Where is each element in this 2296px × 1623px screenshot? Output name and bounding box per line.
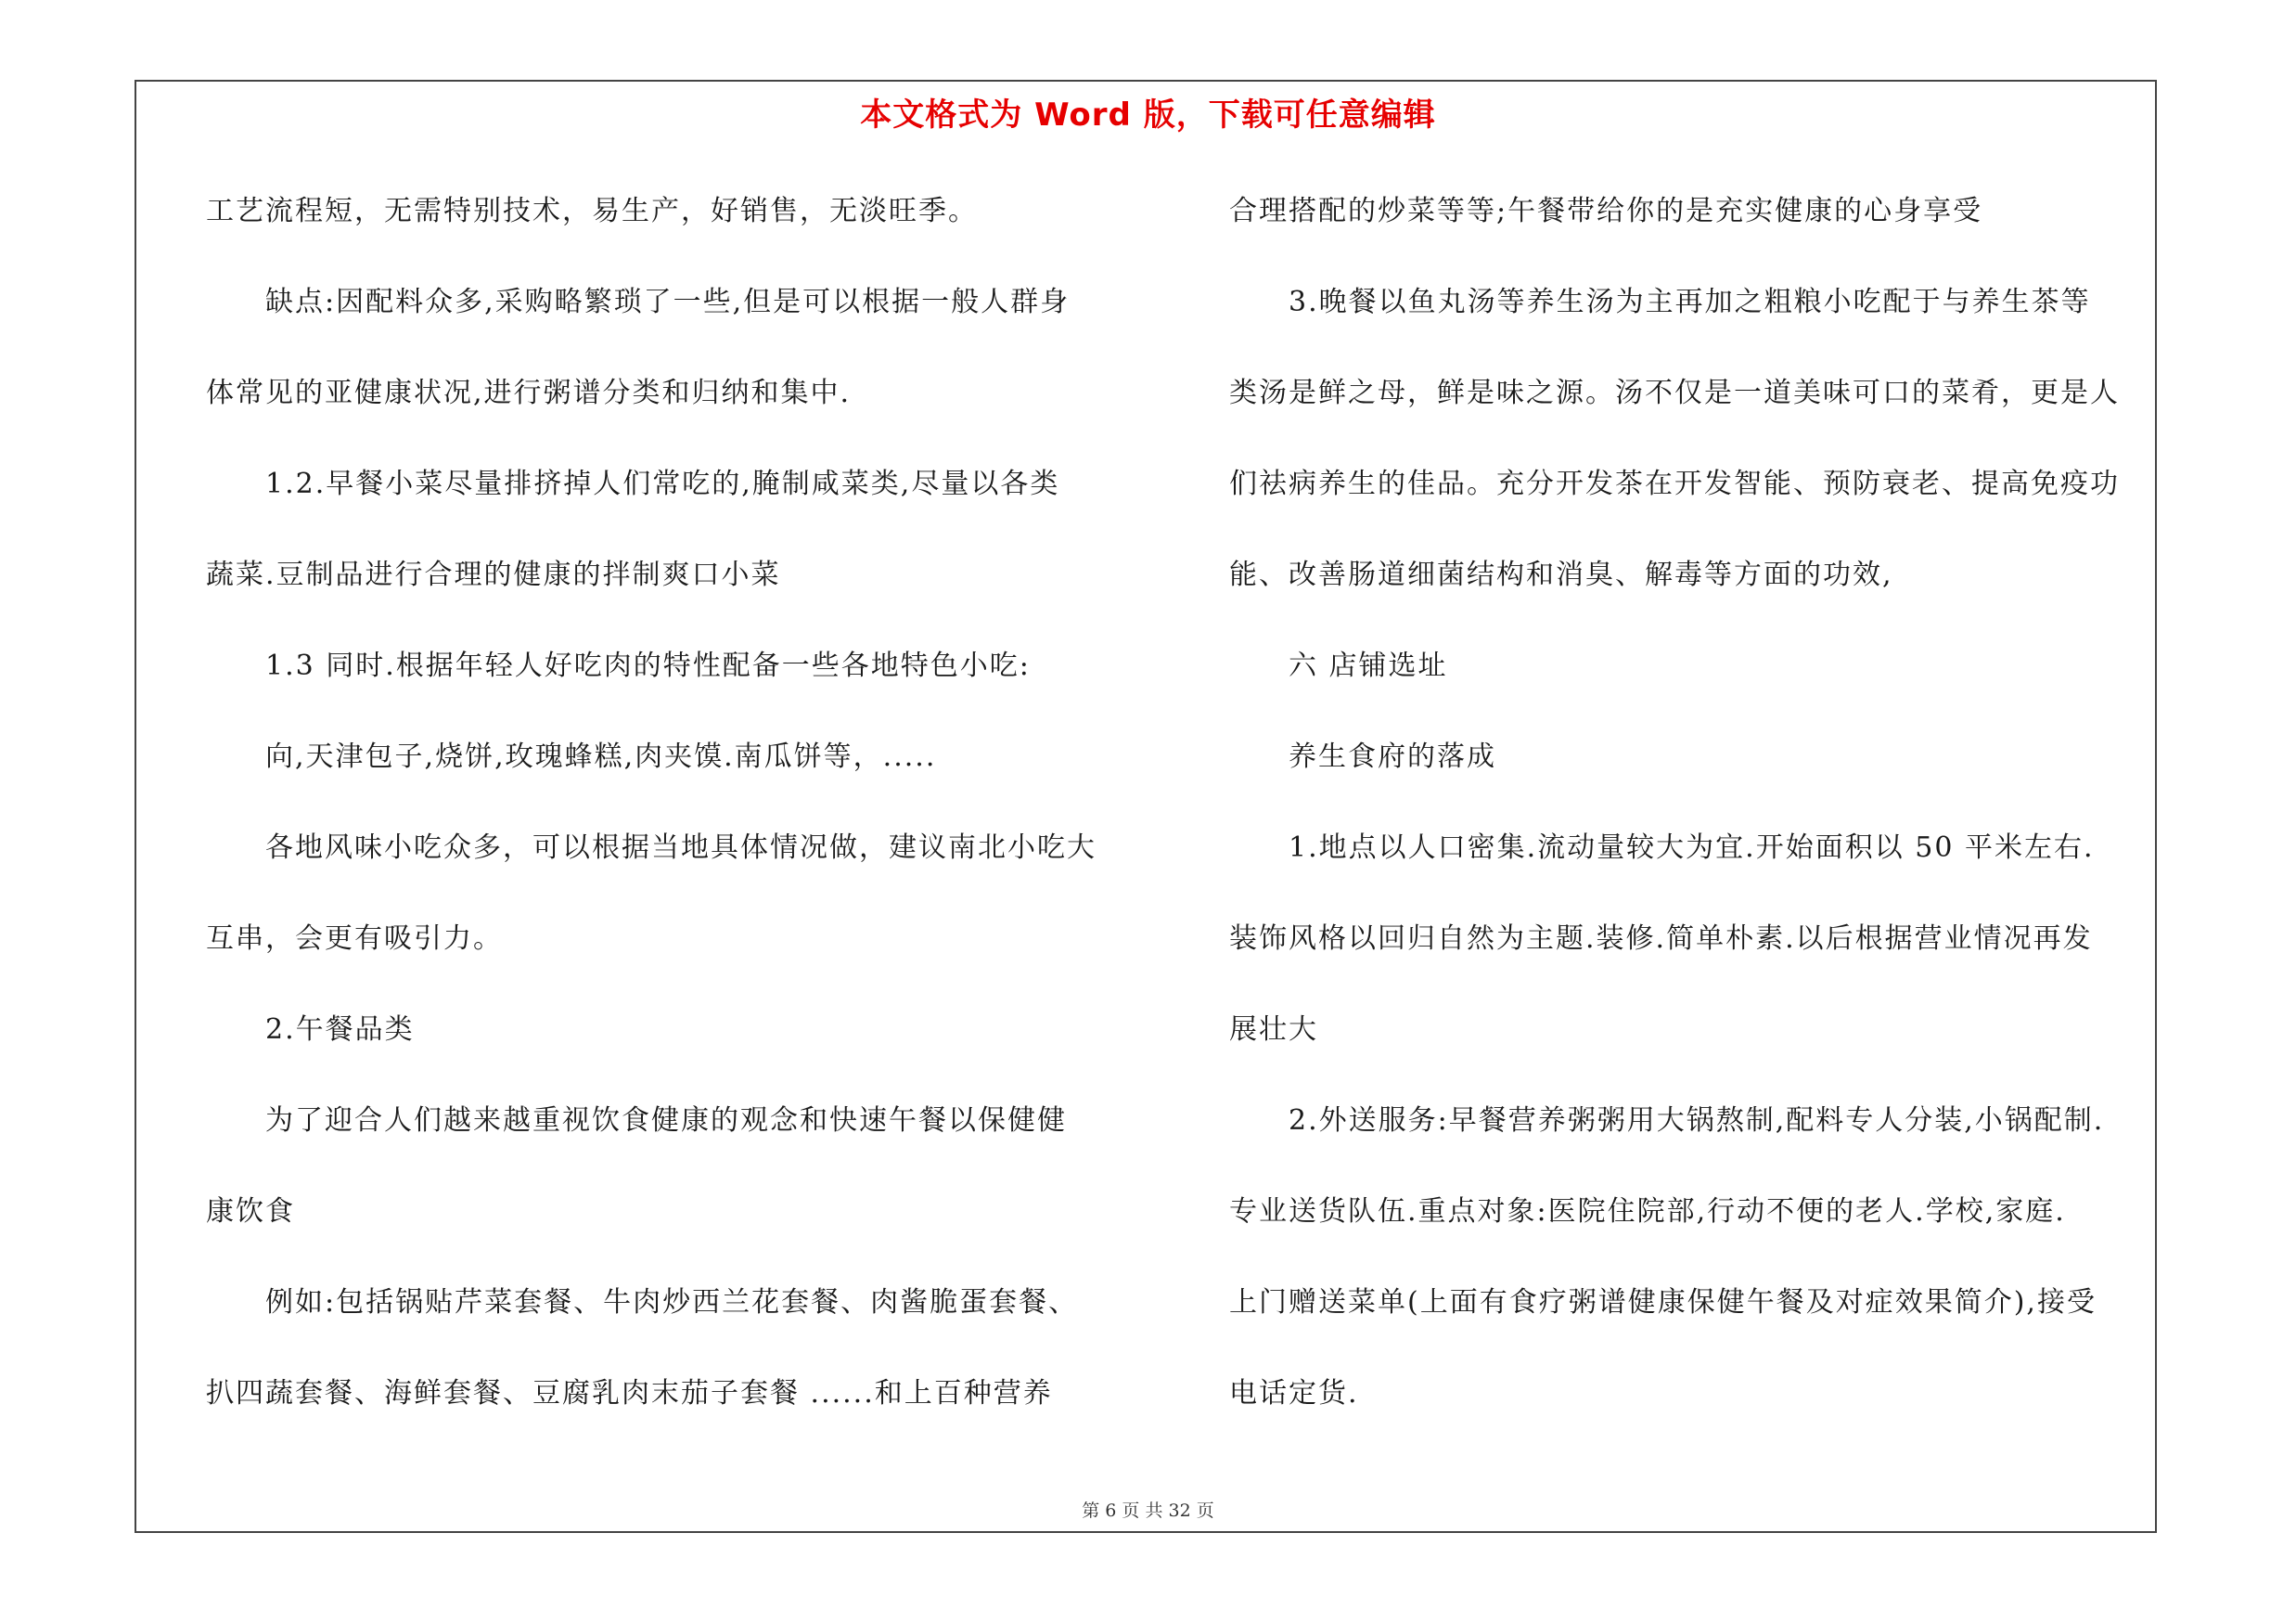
- paragraph-line: 养生食府的落成: [1289, 741, 1496, 773]
- section-heading: 2.午餐品类: [265, 1013, 415, 1046]
- paragraph-line: 电话定货.: [1229, 1377, 1359, 1410]
- paragraph-line: 3.晚餐以鱼丸汤等养生汤为主再加之粗粮小吃配于与养生茶等: [1289, 286, 2091, 318]
- paragraph-line: 缺点:因配料众多,采购略繁琐了一些,但是可以根据一般人群身: [265, 286, 1071, 318]
- paragraph-line: 扒四蔬套餐、海鲜套餐、豆腐乳肉末茄子套餐 ......和上百种营养: [206, 1377, 1053, 1410]
- paragraph-line: 互串，会更有吸引力。: [206, 922, 503, 955]
- paragraph-line: 2.外送服务:早餐营养粥粥用大锅熬制,配料专人分装,小锅配制.: [1289, 1104, 2105, 1137]
- paragraph-line: 为了迎合人们越来越重视饮食健康的观念和快速午餐以保健健: [265, 1104, 1067, 1137]
- paragraph-line: 体常见的亚健康状况,进行粥谱分类和归纳和集中.: [206, 377, 852, 409]
- paragraph-line: 合理搭配的炒菜等等;午餐带给你的是充实健康的心身享受: [1229, 195, 1983, 227]
- paragraph-line: 1.3 同时.根据年轻人好吃肉的特性配备一些各地特色小吃:: [265, 650, 1031, 682]
- paragraph-line: 例如:包括锅贴芹菜套餐、牛肉炒西兰花套餐、肉酱脆蛋套餐、: [265, 1286, 1079, 1319]
- paragraph-line: 们祛病养生的佳品。充分开发茶在开发智能、预防衰老、提高免疫功: [1229, 468, 2120, 500]
- paragraph-line: 展壮大: [1229, 1013, 1318, 1046]
- paragraph-line: 上门赠送菜单(上面有食疗粥谱健康保健午餐及对症效果简介),接受: [1229, 1286, 2097, 1319]
- paragraph-line: 工艺流程短，无需特别技术，易生产，好销售，无淡旺季。: [206, 195, 978, 227]
- paragraph-line: 能、改善肠道细菌结构和消臭、解毒等方面的功效,: [1229, 559, 1893, 591]
- paragraph-line: 装饰风格以回归自然为主题.装修.简单朴素.以后根据营业情况再发: [1229, 922, 2093, 955]
- paragraph-line: 向,天津包子,烧饼,玫瑰蜂糕,肉夹馍.南瓜饼等，.....: [265, 741, 937, 773]
- page-number-footer: 第 6 页 共 32 页: [1082, 1501, 1214, 1521]
- paragraph-line: 各地风味小吃众多，可以根据当地具体情况做，建议南北小吃大: [265, 831, 1097, 864]
- word-format-banner: 本文格式为 Word 版，下载可任意编辑: [860, 97, 1436, 134]
- paragraph-line: 1.2.早餐小菜尽量排挤掉人们常吃的,腌制咸菜类,尽量以各类: [265, 468, 1060, 500]
- section-heading: 六 店铺选址: [1289, 650, 1448, 682]
- paragraph-line: 专业送货队伍.重点对象:医院住院部,行动不便的老人.学校,家庭.: [1229, 1195, 2066, 1228]
- paragraph-line: 康饮食: [206, 1195, 295, 1228]
- paragraph-line: 类汤是鲜之母，鲜是味之源。汤不仅是一道美味可口的菜肴，更是人: [1229, 377, 2120, 409]
- paragraph-line: 1.地点以人口密集.流动量较大为宜.开始面积以 50 平米左右.: [1289, 831, 2095, 864]
- paragraph-line: 蔬菜.豆制品进行合理的健康的拌制爽口小菜: [206, 559, 781, 591]
